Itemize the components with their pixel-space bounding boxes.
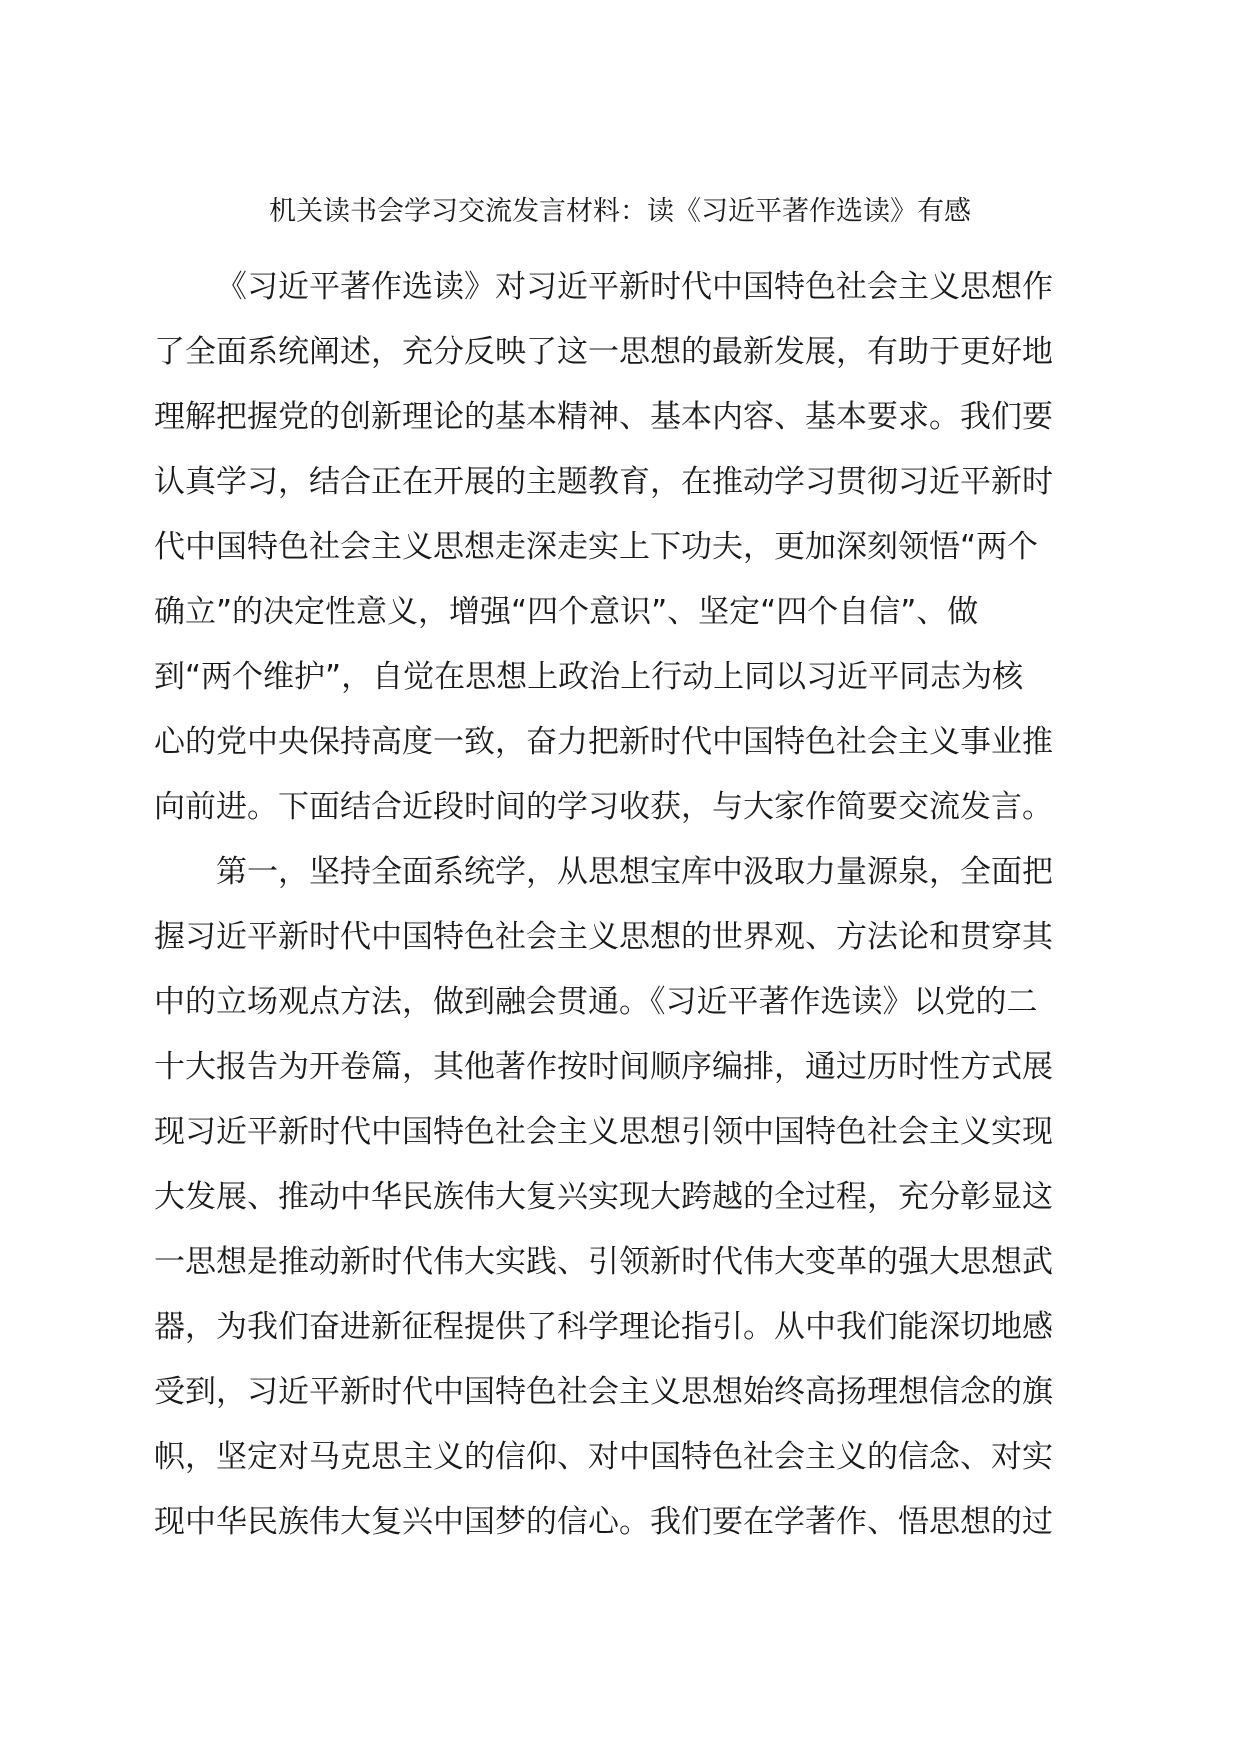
paragraph-1-line-3: 理解把握党的创新理论的基本精神、基本内容、基本要求。我们要 [154,399,1053,435]
document-body [154,255,1086,1555]
paragraph-2-line-1: 第一，坚持全面系统学，从思想宝库中汲取力量源泉，全面把 [216,854,1053,890]
paragraph-1-line-5: 代中国特色社会主义思想走深走实上下功夫，更加深刻领悟“两个 [154,529,1039,565]
paragraph-2-line-10: 帜，坚定对马克思主义的信仰、对中国特色社会主义的信念、对实 [154,1439,1053,1475]
paragraph-1-line-2: 了全面系统阐述，充分反映了这一思想的最新发展，有助于更好地 [154,334,1053,370]
paragraph-1-line-7: 到“两个维护”，自觉在思想上政治上行动上同以习近平同志为核 [154,659,1024,695]
paragraph-2-line-2: 握习近平新时代中国特色社会主义思想的世界观、方法论和贯穿其 [154,919,1053,955]
paragraph-1-line-9: 向前进。下面结合近段时间的学习收获，与大家作简要交流发言。 [154,789,1053,825]
paragraph-2-line-11: 现中华民族伟大复兴中国梦的信心。我们要在学著作、悟思想的过 [154,1504,1053,1540]
paragraph-2-line-6: 大发展、推动中华民族伟大复兴实现大跨越的全过程，充分彰显这 [154,1179,1053,1215]
paragraph-1-line-4: 认真学习，结合正在开展的主题教育，在推动学习贯彻习近平新时 [154,464,1053,500]
paragraph-1-line-8: 心的党中央保持高度一致，奋力把新时代中国特色社会主义事业推 [154,724,1053,760]
paragraph-2-line-4: 十大报告为开卷篇，其他著作按时间顺序编排，通过历时性方式展 [154,1049,1053,1085]
paragraph-1-line-6: 确立”的决定性意义，增强“四个意识”、坚定“四个自信”、做 [154,594,979,630]
paragraph-1-line-1: 《习近平著作选读》对习近平新时代中国特色社会主义思想作 [216,269,1053,305]
paragraph-2-line-9: 受到，习近平新时代中国特色社会主义思想始终高扬理想信念的旗 [154,1374,1053,1410]
document-title: 机关读书会学习交流发言材料：读《习近平著作选读》有感 [269,196,971,227]
paragraph-2-line-3: 中的立场观点方法，做到融会贯通。《习近平著作选读》以党的二 [154,984,1038,1020]
paragraph-2-line-8: 器，为我们奋进新征程提供了科学理论指引。从中我们能深切地感 [154,1309,1053,1345]
paragraph-2-line-5: 现习近平新时代中国特色社会主义思想引领中国特色社会主义实现 [154,1114,1053,1150]
paragraph-2-line-7: 一思想是推动新时代伟大实践、引领新时代伟大变革的强大思想武 [154,1244,1053,1280]
